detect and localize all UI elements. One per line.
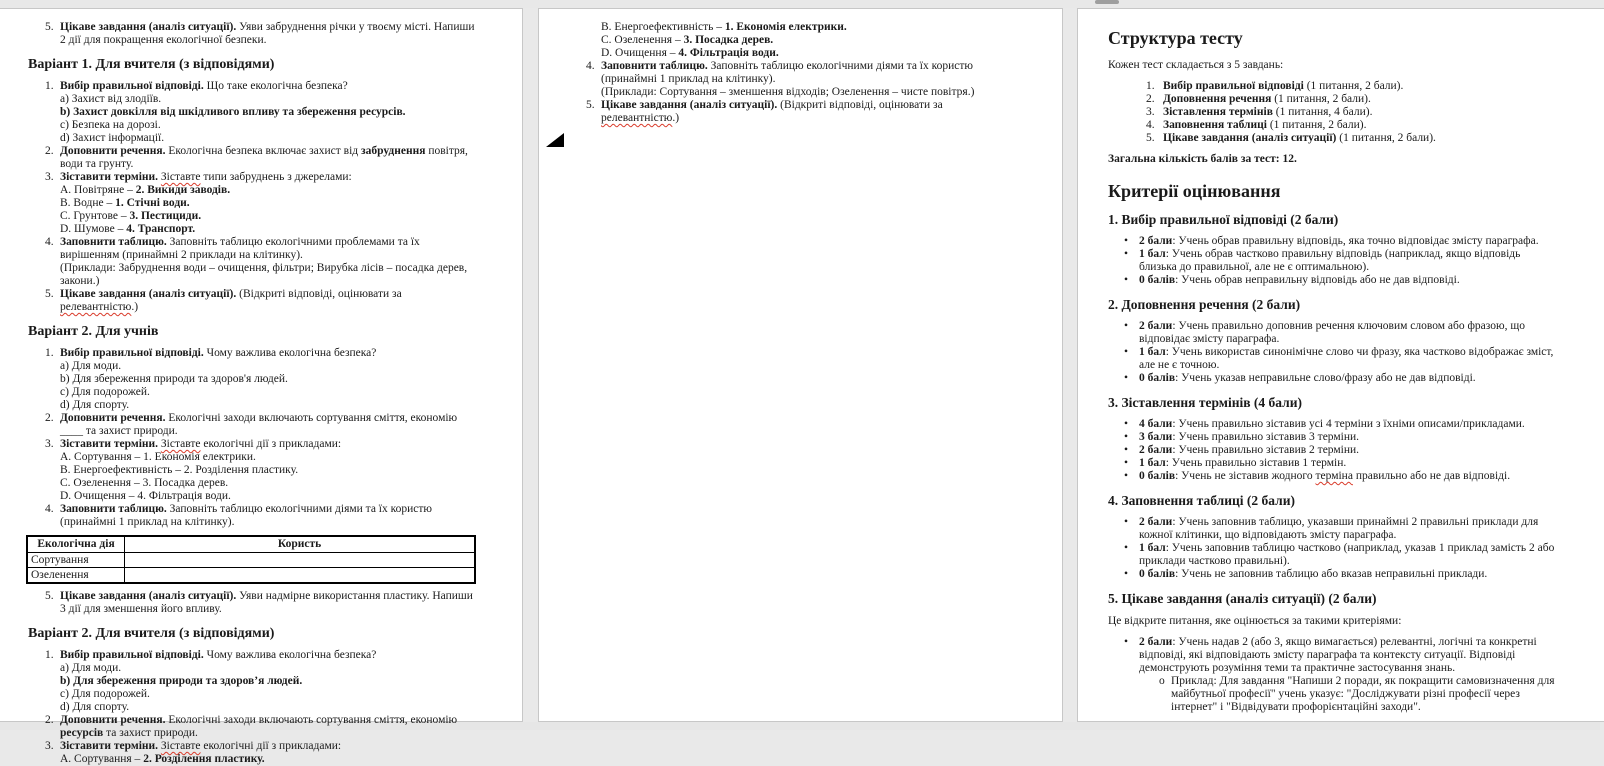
text-run: d) Для спорту. bbox=[60, 701, 130, 713]
text-run: (Відкриті відповіді, оцінювати за bbox=[777, 99, 943, 111]
list-text bbox=[601, 99, 1018, 125]
text-run: b) Для збереження природи та здоров’я людей. bbox=[60, 675, 303, 687]
bullet-text bbox=[1139, 418, 1560, 431]
text-run: (Приклади: Забруднення води – очищення, фільтри; Вирубка лісів – посадка дерев, закони.) bbox=[60, 262, 468, 287]
text-run: D. Шумове – bbox=[60, 223, 127, 235]
misspelled-word: Зіставте bbox=[160, 438, 201, 450]
bullet-icon: • bbox=[1124, 431, 1129, 443]
text-run: : Учень правильно доповнив речення ключовим словом або фразою, що відповідає змісту параграфа. bbox=[1139, 320, 1525, 345]
text-run: екологічні дії з прикладами: bbox=[200, 740, 342, 752]
text-run: (1 питання, 2 бали). bbox=[1336, 132, 1436, 144]
option-line bbox=[60, 119, 478, 132]
text-run: С. Озеленення – bbox=[601, 34, 684, 46]
bullet-text bbox=[1139, 457, 1560, 470]
text-run: Екологічні заходи включають сортування сміття, економію ____ та захист природи. bbox=[60, 412, 458, 437]
bullet-icon: • bbox=[1124, 516, 1129, 528]
text-run: (1 питання, 4 бали). bbox=[1272, 106, 1373, 118]
list-number: 1. bbox=[45, 649, 54, 661]
answers-table bbox=[26, 535, 476, 584]
text-run: Цікаве завдання (аналіз ситуації). bbox=[60, 21, 237, 33]
bullet-text bbox=[1139, 470, 1560, 483]
bullet-icon: • bbox=[1124, 418, 1129, 430]
bullet-text bbox=[1139, 248, 1560, 274]
text-run: Заповніть таблицю екологічними діями та їх користю (принаймні 1 приклад на клітинку). bbox=[60, 503, 433, 528]
text-run: Заповнення таблиці bbox=[1163, 119, 1267, 131]
option-line bbox=[60, 451, 478, 464]
option-line bbox=[60, 662, 478, 675]
text-run: 4. Транспорт. bbox=[126, 223, 196, 235]
misspelled-word: Зіставте bbox=[160, 740, 201, 752]
list-text bbox=[60, 80, 478, 93]
text-run: 4 бали bbox=[1139, 418, 1173, 430]
table-cell[interactable]: Сортування bbox=[27, 553, 125, 568]
list-text bbox=[60, 740, 478, 753]
criteria-heading: 1. Вибір правильної відповіді (2 бали) bbox=[1108, 212, 1339, 227]
text-run: Заповнити таблицю. bbox=[60, 503, 167, 515]
triangle-marker[interactable] bbox=[546, 133, 564, 147]
text-run: Зіставлення термінів bbox=[1163, 106, 1273, 118]
list-text bbox=[1163, 132, 1560, 145]
text-run: 1. Економія електрики. bbox=[724, 21, 847, 33]
list-number: 2. bbox=[45, 145, 54, 157]
list-text bbox=[60, 236, 478, 262]
text-run: повітря, води та грунту. bbox=[60, 145, 468, 170]
text-run: Це відкрите питання, яке оцінюється за такими критеріями: bbox=[1108, 615, 1402, 627]
text-run: С. Грунтове – bbox=[60, 210, 130, 222]
text-run: Цікаве завдання (аналіз ситуації). bbox=[60, 590, 237, 602]
text-run: .) bbox=[672, 112, 680, 124]
text-run: (1 питання, 2 бали). bbox=[1271, 93, 1371, 105]
text-run: : Учень правильно зіставив 1 термін. bbox=[1165, 457, 1347, 469]
text-run: Вибір правильної відповіді bbox=[1163, 80, 1304, 92]
circle-bullet-icon: o bbox=[1159, 675, 1165, 687]
text-run: .) bbox=[131, 301, 139, 313]
text-run: 2. Розділення пластику. bbox=[143, 753, 265, 765]
text-run: 2 бали bbox=[1139, 235, 1173, 247]
list-item bbox=[569, 99, 1018, 125]
option-line bbox=[60, 701, 478, 714]
text-run: : Учень надав 2 (або 3, якщо вимагається) релевантні, логічні та конкретні відповіді, які відповідають змісту параграфа та контексту ситуації. Відповіді демонструють розуміння теми та практичне застосування знань. bbox=[1139, 636, 1537, 674]
option-line bbox=[60, 93, 478, 106]
list-number: 3. bbox=[45, 740, 54, 752]
table-header-cell: Екологічна дія bbox=[27, 536, 125, 553]
text-run: a) Для моди. bbox=[60, 662, 122, 674]
text-run: : Учень правильно зіставив усі 4 терміни з їхніми описами/прикладами. bbox=[1172, 418, 1525, 430]
table-cell[interactable] bbox=[125, 568, 476, 584]
text-run: c) Безпека на дорозі. bbox=[60, 119, 161, 131]
list-text bbox=[60, 412, 478, 438]
misspelled-word: Зіставте bbox=[160, 171, 201, 183]
bullet-icon: • bbox=[1124, 274, 1129, 286]
list-item bbox=[1108, 80, 1560, 93]
text-run: Що таке екологічна безпека? bbox=[203, 80, 348, 92]
bullet-item bbox=[1108, 320, 1560, 346]
list-text bbox=[60, 649, 478, 662]
bullet-text bbox=[1139, 431, 1560, 444]
list-number: 5. bbox=[586, 99, 595, 111]
option-line bbox=[601, 47, 1018, 60]
option-line bbox=[60, 675, 478, 688]
text-run: a) Для моди. bbox=[60, 360, 122, 372]
bullet-icon: • bbox=[1124, 568, 1129, 580]
text-run: Екологічні заходи включають сортування сміття, економію bbox=[165, 714, 458, 726]
bullet-icon: • bbox=[1124, 542, 1129, 554]
bullet-item bbox=[1108, 457, 1560, 470]
continuation-line bbox=[60, 262, 478, 288]
page-1[interactable] bbox=[0, 8, 523, 765]
option-line bbox=[60, 360, 478, 373]
list-item bbox=[569, 60, 1018, 86]
text-run: c) Для подорожей. bbox=[60, 688, 150, 700]
text-run: 0 балів bbox=[1139, 568, 1176, 580]
option-line bbox=[60, 132, 478, 145]
text-run: (1 питання, 2 бали). bbox=[1303, 80, 1404, 92]
list-number: 4. bbox=[1146, 119, 1155, 131]
table-header-cell: Користь bbox=[125, 536, 476, 553]
list-number: 4. bbox=[45, 236, 54, 248]
text-run: та захист природи. bbox=[103, 727, 198, 739]
text-run: Доповнити речення. bbox=[60, 145, 166, 157]
text-run: : Учень указав неправильне слово/фразу або не дав відповіді. bbox=[1175, 372, 1476, 384]
text-run: Доповнити речення. bbox=[60, 714, 166, 726]
option-line bbox=[601, 34, 1018, 47]
text-run: : Учень заповнив таблицю, указавши принаймні 2 правильні приклади для кожної клітинки, що відповідають змісту параграфа. bbox=[1139, 516, 1539, 541]
option-line bbox=[60, 184, 478, 197]
list-number: 5. bbox=[45, 590, 54, 602]
list-item bbox=[1108, 93, 1560, 106]
text-run: забруднення bbox=[361, 145, 426, 157]
bullet-text bbox=[1139, 320, 1560, 346]
bullet-text bbox=[1139, 444, 1560, 457]
table-row bbox=[27, 553, 475, 568]
text-run: c) Для подорожей. bbox=[60, 386, 150, 398]
bullet-text bbox=[1139, 568, 1560, 581]
section-heading: Структура тесту bbox=[1108, 28, 1243, 48]
text-run: 0 балів bbox=[1139, 470, 1176, 482]
list-item bbox=[28, 590, 478, 616]
text-run: Приклад: Для завдання "Напиши 2 поради, як покращити самовизначення для майбутньої професії" учень указує: "Досліджувати різні професії через інтернет" і "Відвідувати профорієнтаційні заходи". bbox=[1171, 675, 1555, 713]
text-run: Цікаве завдання (аналіз ситуації) bbox=[1163, 132, 1337, 144]
text-run: Вибір правильної відповіді. bbox=[60, 80, 204, 92]
bullet-item bbox=[1108, 516, 1560, 542]
text-run: 1. Стічні води. bbox=[115, 197, 190, 209]
table-row bbox=[27, 568, 475, 584]
list-text bbox=[60, 171, 478, 184]
text-run: : Учень обрав неправильну відповідь або не дав відповіді. bbox=[1175, 274, 1460, 286]
text-run: типи забруднень з джерелами: bbox=[200, 171, 352, 183]
text-run: А. Повітряне – bbox=[60, 184, 136, 196]
list-text bbox=[60, 288, 478, 314]
list-text bbox=[60, 714, 478, 740]
list-item bbox=[28, 288, 478, 314]
bullet-text bbox=[1171, 675, 1560, 714]
text-run: d) Захист інформації. bbox=[60, 132, 165, 144]
list-item bbox=[28, 412, 478, 438]
bullet-icon: • bbox=[1124, 320, 1129, 332]
criteria-heading: 2. Доповнення речення (2 бали) bbox=[1108, 297, 1301, 312]
text-run: правильно або не дав відповіді. bbox=[1352, 470, 1511, 482]
list-item bbox=[28, 740, 478, 753]
text-run: : Учень використав синонімічне слово чи фразу, яка частково відображає зміст, але не є точною. bbox=[1139, 346, 1554, 371]
misspelled-word: релевантністю bbox=[60, 301, 132, 313]
list-text bbox=[1163, 80, 1560, 93]
text-run: ресурсів bbox=[60, 727, 104, 739]
list-text bbox=[601, 60, 1018, 86]
text-run: 1 бал bbox=[1139, 346, 1166, 358]
bullet-item bbox=[1108, 248, 1560, 274]
text-run: : Учень обрав правильну відповідь, яка точно відповідає змісту параграфа. bbox=[1172, 235, 1539, 247]
text-run: (Приклади: Сортування – зменшення відходів; Озеленення – чисте повітря.) bbox=[601, 86, 975, 98]
list-text bbox=[60, 21, 478, 47]
text-run: : Учень не зіставив жодного bbox=[1175, 470, 1316, 482]
text-run: Уяви надмірне використання пластику. Напиши 3 дії для зменшення його впливу. bbox=[60, 590, 473, 615]
text-run: Доповнити речення. bbox=[60, 412, 166, 424]
text-run: Зіставити терміни. bbox=[60, 740, 159, 752]
text-run: (1 питання, 2 бали). bbox=[1266, 119, 1367, 131]
bullet-item bbox=[1108, 235, 1560, 248]
option-line bbox=[60, 373, 478, 386]
paragraph bbox=[1108, 615, 1560, 628]
text-run: Зіставити терміни. bbox=[60, 171, 159, 183]
text-run: : Учень правильно зіставив 3 терміни. bbox=[1172, 431, 1360, 443]
page-3[interactable] bbox=[1077, 8, 1604, 722]
list-number: 5. bbox=[1146, 132, 1155, 144]
list-item bbox=[1108, 106, 1560, 119]
option-line bbox=[60, 490, 478, 503]
option-line bbox=[60, 399, 478, 412]
option-line bbox=[60, 197, 478, 210]
text-run: 4. Фільтрація води. bbox=[678, 47, 779, 59]
option-line bbox=[60, 688, 478, 701]
text-run: 2 бали bbox=[1139, 444, 1173, 456]
text-run: Заповнити таблицю. bbox=[60, 236, 167, 248]
continuation-line bbox=[601, 86, 1018, 99]
text-run: 3 бали bbox=[1139, 431, 1173, 443]
list-item bbox=[28, 145, 478, 171]
list-item bbox=[28, 80, 478, 93]
text-run: А. Сортування – bbox=[60, 753, 144, 765]
text-run: Уяви забруднення річки у твоєму місті. Напиши 2 дії для покращення екологічної безпеки. bbox=[60, 21, 475, 46]
list-item bbox=[1108, 132, 1560, 145]
bullet-text bbox=[1139, 274, 1560, 287]
bullet-item bbox=[1108, 346, 1560, 372]
text-run: D. Очищення – bbox=[601, 47, 679, 59]
bullet-text bbox=[1139, 235, 1560, 248]
text-run: : Учень правильно зіставив 2 терміни. bbox=[1172, 444, 1360, 456]
text-run: Заповнити таблицю. bbox=[601, 60, 708, 72]
text-run: 3. Пестициди. bbox=[129, 210, 202, 222]
list-text bbox=[60, 438, 478, 451]
text-run: Заповніть таблицю екологічними проблемами та їх вирішенням (принаймні 2 приклади на клітинку). bbox=[60, 236, 420, 261]
text-run: a) Захист від злодіїв. bbox=[60, 93, 162, 105]
bullet-icon: • bbox=[1124, 444, 1129, 456]
bullet-item bbox=[1108, 274, 1560, 287]
bullet-icon: • bbox=[1124, 346, 1129, 358]
misspelled-word: релевантністю bbox=[601, 112, 673, 124]
text-run: 2 бали bbox=[1139, 636, 1173, 648]
text-run: 1 бал bbox=[1139, 248, 1166, 260]
option-line bbox=[60, 210, 478, 223]
bullet-icon: • bbox=[1124, 457, 1129, 469]
top-margin-strip bbox=[0, 0, 1600, 8]
bullet-item bbox=[1108, 444, 1560, 457]
list-item bbox=[28, 21, 478, 47]
list-number: 2. bbox=[1146, 93, 1155, 105]
paragraph bbox=[1108, 59, 1560, 72]
text-run: 0 балів bbox=[1139, 274, 1176, 286]
text-run: Цікаве завдання (аналіз ситуації). bbox=[60, 288, 237, 300]
text-run: Чому важлива екологічна безпека? bbox=[203, 347, 377, 359]
misspelled-word: терміна bbox=[1315, 470, 1353, 482]
bullet-text bbox=[1139, 346, 1560, 372]
list-number: 4. bbox=[586, 60, 595, 72]
bullet-item bbox=[1108, 418, 1560, 431]
option-line bbox=[601, 21, 1018, 34]
section-heading: Критерії оцінювання bbox=[1108, 181, 1281, 201]
text-run: D. Очищення – 4. Фільтрація води. bbox=[60, 490, 231, 502]
text-run: 2 бали bbox=[1139, 320, 1173, 332]
text-run: : Учень обрав частково правильну відповідь (наприклад, якщо відповідь близька до правильної, але не є оптимальною). bbox=[1139, 248, 1521, 273]
bullet-text bbox=[1139, 516, 1560, 542]
text-run: 0 балів bbox=[1139, 372, 1176, 384]
scrollbar-thumb[interactable] bbox=[1095, 0, 1119, 4]
text-run: В. Енергоефективність – 2. Розділення пластику. bbox=[60, 464, 299, 476]
text-run: : Учень не заповнив таблицю або вказав неправильні приклади. bbox=[1175, 568, 1488, 580]
page-3-content bbox=[1078, 9, 1604, 714]
option-line bbox=[60, 106, 478, 119]
paragraph bbox=[1108, 153, 1560, 166]
variant-heading: Варіант 2. Для вчителя (з відповідями) bbox=[28, 626, 275, 641]
text-run: b) Захист довкілля від шкідливого впливу та збереження ресурсів. bbox=[60, 106, 406, 118]
criteria-heading: 4. Заповнення таблиці (2 бали) bbox=[1108, 493, 1295, 508]
bullet-icon: • bbox=[1124, 372, 1129, 384]
page-1-content bbox=[0, 9, 522, 766]
text-run: Чому важлива екологічна безпека? bbox=[203, 649, 377, 661]
text-run: (Відкриті відповіді, оцінювати за bbox=[236, 288, 402, 300]
bullet-item bbox=[1108, 470, 1560, 483]
bullet-icon: • bbox=[1124, 470, 1129, 482]
bullet-icon: • bbox=[1124, 248, 1129, 260]
list-item bbox=[28, 236, 478, 262]
option-line bbox=[60, 223, 478, 236]
bullet-text bbox=[1139, 372, 1560, 385]
list-text bbox=[60, 503, 478, 529]
option-line bbox=[60, 386, 478, 399]
list-item bbox=[1108, 119, 1560, 132]
text-run: 1 бал bbox=[1139, 542, 1166, 554]
text-run: Заповніть таблицю екологічними діями та їх користю (принаймні 1 приклад на клітинку). bbox=[601, 60, 974, 85]
text-run: С. Озеленення – 3. Посадка дерев. bbox=[60, 477, 229, 489]
text-run: Екологічна безпека включає захист від bbox=[165, 145, 362, 157]
list-number: 2. bbox=[45, 412, 54, 424]
bullet-icon: • bbox=[1124, 636, 1129, 648]
bullet-item bbox=[1108, 431, 1560, 444]
list-number: 3. bbox=[45, 438, 54, 450]
list-item bbox=[28, 438, 478, 451]
list-item bbox=[28, 714, 478, 740]
list-number: 5. bbox=[45, 21, 54, 33]
text-run: 1 бал bbox=[1139, 457, 1166, 469]
bullet-item bbox=[1108, 636, 1560, 675]
text-run: екологічні дії з прикладами: bbox=[200, 438, 342, 450]
text-run: 3. Посадка дерев. bbox=[683, 34, 774, 46]
table-cell[interactable]: Озеленення bbox=[27, 568, 125, 584]
bullet-text bbox=[1139, 542, 1560, 568]
list-text bbox=[1163, 106, 1560, 119]
list-number: 1. bbox=[1146, 80, 1155, 92]
list-item bbox=[28, 649, 478, 662]
list-item bbox=[28, 171, 478, 184]
bullet-text bbox=[1139, 636, 1560, 675]
list-number: 4. bbox=[45, 503, 54, 515]
text-run: Загальна кількість балів за тест: 12. bbox=[1108, 153, 1297, 165]
variant-heading: Варіант 2. Для учнів bbox=[28, 324, 159, 339]
list-number: 3. bbox=[45, 171, 54, 183]
text-run: В. Водне – bbox=[60, 197, 116, 209]
list-number: 1. bbox=[45, 347, 54, 359]
list-text bbox=[60, 590, 478, 616]
text-run: d) Для спорту. bbox=[60, 399, 130, 411]
text-run: 2. Викиди заводів. bbox=[135, 184, 231, 196]
page-2-content bbox=[539, 9, 1062, 147]
text-run: Вибір правильної відповіді. bbox=[60, 649, 204, 661]
bullet-item bbox=[1108, 542, 1560, 568]
bullet-item bbox=[1108, 372, 1560, 385]
option-line bbox=[60, 464, 478, 477]
list-number: 2. bbox=[45, 714, 54, 726]
list-item bbox=[28, 347, 478, 360]
text-run: : Учень заповнив таблицю частково (наприклад, указав 1 приклад замість 2 або приклади частково правильні). bbox=[1139, 542, 1555, 567]
variant-heading: Варіант 1. Для вчителя (з відповідями) bbox=[28, 57, 275, 72]
text-run: b) Для збереження природи та здоров'я людей. bbox=[60, 373, 288, 385]
list-text bbox=[1163, 93, 1560, 106]
text-run: 2 бали bbox=[1139, 516, 1173, 528]
option-line bbox=[60, 477, 478, 490]
list-item bbox=[28, 503, 478, 529]
text-run: В. Енергоефективність – bbox=[601, 21, 725, 33]
criteria-heading: 5. Цікаве завдання (аналіз ситуації) (2 бали) bbox=[1108, 591, 1377, 606]
sub-bullet-item bbox=[1108, 675, 1560, 714]
text-run: Зіставити терміни. bbox=[60, 438, 159, 450]
page-2[interactable] bbox=[538, 8, 1063, 722]
list-number: 1. bbox=[45, 80, 54, 92]
bullet-item bbox=[1108, 568, 1560, 581]
criteria-heading: 3. Зіставлення термінів (4 бали) bbox=[1108, 395, 1302, 410]
text-run: Кожен тест складається з 5 завдань: bbox=[1108, 59, 1284, 71]
option-line bbox=[60, 753, 478, 766]
list-number: 3. bbox=[1146, 106, 1155, 118]
text-run: Вибір правильної відповіді. bbox=[60, 347, 204, 359]
text-run: Доповнення речення bbox=[1163, 93, 1272, 105]
list-number: 5. bbox=[45, 288, 54, 300]
list-text bbox=[60, 145, 478, 171]
list-text bbox=[1163, 119, 1560, 132]
list-text bbox=[60, 347, 478, 360]
text-run: Цікаве завдання (аналіз ситуації). bbox=[601, 99, 778, 111]
table-cell[interactable] bbox=[125, 553, 476, 568]
bullet-icon: • bbox=[1124, 235, 1129, 247]
text-run: А. Сортування – 1. Економія електрики. bbox=[60, 451, 256, 463]
